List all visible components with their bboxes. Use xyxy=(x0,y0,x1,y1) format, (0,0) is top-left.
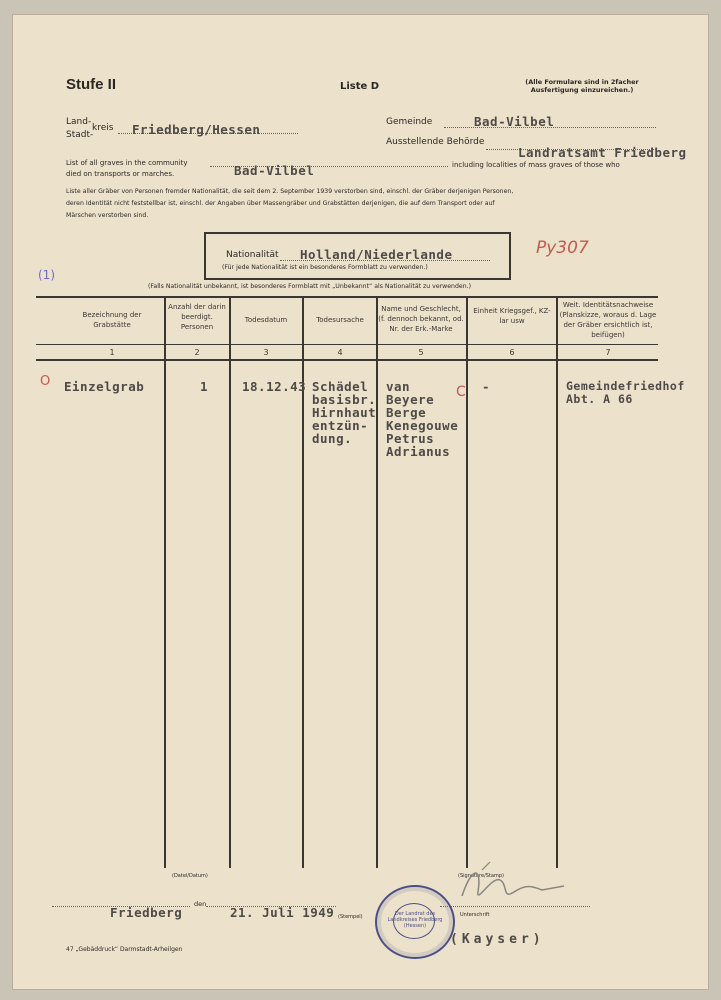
nationality-note: (Für jede Nationalität ist ein besonderes Formblatt zu verwenden.) xyxy=(222,264,428,271)
col-num-4: 4 xyxy=(337,348,343,357)
header-cause: Todesursache xyxy=(316,316,364,324)
behoerde-value: Landratsamt Friedberg xyxy=(518,145,687,160)
cell-cause-1: Schädel xyxy=(312,379,369,394)
date-value: 21. Juli 1949 xyxy=(230,905,335,920)
stadt-label: Stadt- xyxy=(66,130,94,140)
signature-label: (Signature/Stamp) xyxy=(458,873,504,879)
col-num-7: 7 xyxy=(605,348,611,357)
land-label: Land- xyxy=(66,117,92,127)
cell-cause-3: Hirnhaut xyxy=(312,405,377,420)
cell-cause-2: basisbr. xyxy=(312,392,377,407)
cell-grave: Einzelgrab xyxy=(64,379,145,394)
col-num-6: 6 xyxy=(509,348,515,357)
cell-identity-1: Gemeindefriedhof xyxy=(566,379,685,393)
mark-zero: O xyxy=(40,374,51,389)
datum-label: (Datel/Datum) xyxy=(172,873,208,879)
cell-name-1: van xyxy=(386,379,411,394)
col-num-1: 1 xyxy=(109,348,115,357)
intro-english-2: died on transports or marches. xyxy=(66,170,175,178)
intro-german-3: Märschen verstorben sind. xyxy=(66,212,149,219)
col-num-2: 2 xyxy=(194,348,200,357)
nationality-annotation: (1) xyxy=(38,268,55,282)
stempel-label: (Stempel) xyxy=(338,914,363,920)
community-value: Bad-Vilbel xyxy=(234,163,315,178)
official-seal xyxy=(375,885,455,959)
cell-cause-5: dung. xyxy=(312,431,353,446)
col-num-5: 5 xyxy=(418,348,424,357)
cell-cause-4: entzün- xyxy=(312,418,369,433)
cell-name-2: Beyere xyxy=(386,392,435,407)
nationality-value: Holland/Niederlande xyxy=(300,247,453,262)
unterschrift-label: Unterschrift xyxy=(460,912,490,918)
cell-name-6: Adrianus xyxy=(386,444,451,459)
cell-date: 18.12.43 xyxy=(242,379,307,394)
seal-text: Der Landrat des Landkreises Friedberg (Hessen) xyxy=(387,911,443,929)
handwritten-code: Py307 xyxy=(536,238,589,258)
copies-note: (Alle Formulare sind in 2facher Ausfertigung einzureichen.) xyxy=(525,78,639,94)
col-divider-5 xyxy=(466,296,468,868)
cell-identity-2: Abt. A 66 xyxy=(566,392,633,406)
intro-english-1: List of all graves in the community xyxy=(66,159,188,167)
signatory-name: (Kayser) xyxy=(450,932,545,947)
den-label: den xyxy=(194,900,207,908)
graves-table xyxy=(36,296,685,868)
col-divider-6 xyxy=(556,296,558,868)
col-divider-1 xyxy=(164,296,166,868)
header-unit: Einheit Kriegsgef., KZ-lar usw xyxy=(473,307,551,325)
intro-english-3: including localities of mass graves of those who xyxy=(452,161,620,169)
table-header-rule xyxy=(36,344,658,345)
liste-title: Liste D xyxy=(340,81,380,92)
kreis-label: kreis xyxy=(92,123,114,133)
place-value: Friedberg xyxy=(110,905,183,920)
behoerde-label: Ausstellende Behörde xyxy=(386,137,485,147)
cell-name-5: Petrus xyxy=(386,431,435,446)
nationality-label: Nationalität xyxy=(226,250,279,260)
header-identity: Weit. Identitätsnachweise (Planskizze, woraus d. Lage der Gräber ersichtlich ist, beifügen) xyxy=(559,301,657,339)
gemeinde-label: Gemeinde xyxy=(386,117,433,127)
header-grave: Bezeichnung der Grabstätte xyxy=(82,311,142,329)
cell-count: 1 xyxy=(200,379,209,394)
table-top-rule xyxy=(36,296,658,298)
unknown-nationality-note: (Falls Nationalität unbekannt, ist besonderes Formblatt mit „Unbekannt“ als Nationalität zu verwenden.) xyxy=(148,283,471,290)
cell-unit: - xyxy=(482,379,491,394)
header-count: Anzahl der darin beerdigt. Personen xyxy=(168,303,226,331)
mark-c: C xyxy=(456,384,466,400)
intro-german-1: Liste aller Gräber von Personen fremder Nationalität, die seit dem 2. September 1939 verstorben sind, einschl. der Gräber derjenigen Personen, xyxy=(66,188,514,195)
kreis-value: Friedberg/Hessen xyxy=(132,122,261,137)
cell-name-4: Kenegouwe xyxy=(386,418,459,433)
col-divider-4 xyxy=(376,296,378,868)
intro-german-2: deren Identität nicht feststellbar ist, einschl. der Angaben über Massengräber und Grabstätten derjenigen, die auf dem Transport oder auf xyxy=(66,200,495,207)
signature-scribble xyxy=(452,856,572,912)
col-divider-2 xyxy=(229,296,231,868)
header-date: Todesdatum xyxy=(244,316,288,324)
gemeinde-value: Bad-Vilbel xyxy=(474,114,555,129)
col-num-3: 3 xyxy=(263,348,269,357)
stufe-title: Stufe II xyxy=(66,76,117,93)
table-number-rule xyxy=(36,359,658,361)
cell-name-3: Berge xyxy=(386,405,427,420)
header-name: Name und Geschlecht, (f. dennoch bekannt, od. Nr. der Erk.-Marke xyxy=(378,305,464,333)
printer-note: 47 „Gebäddruck“ Darmstadt-Arheilgen xyxy=(66,946,183,953)
